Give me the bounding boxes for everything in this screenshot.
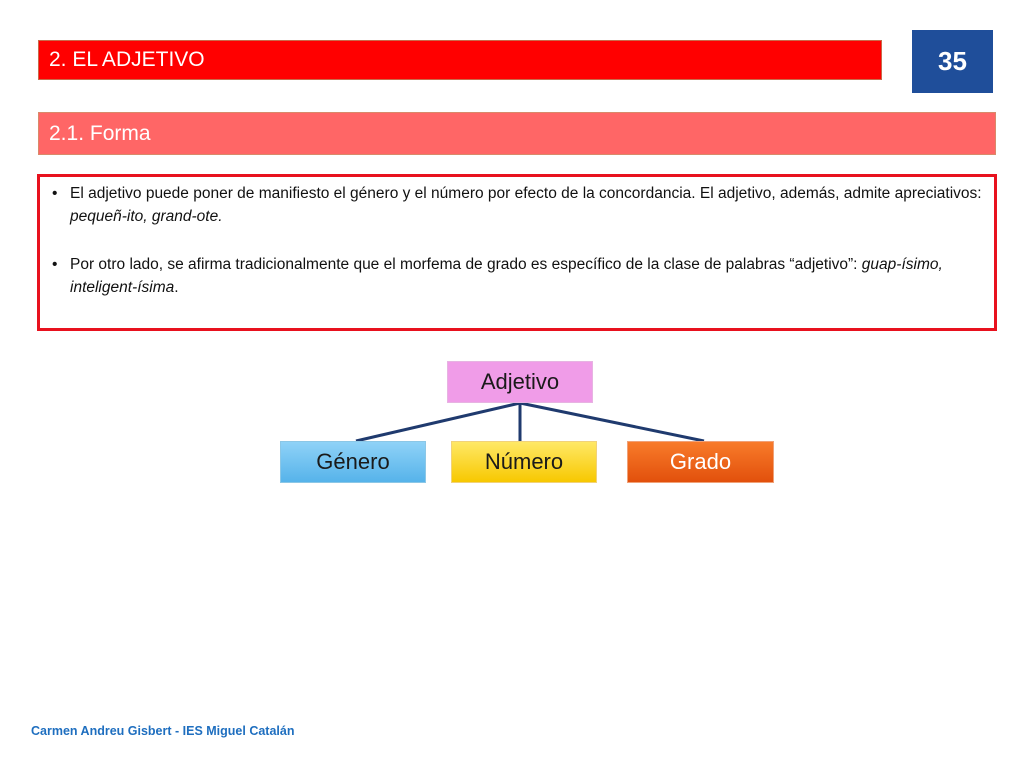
bullet-dot-icon: • [52,185,58,202]
bullet-item [50,253,982,299]
diagram-node-label: Género [316,449,390,474]
section-title-bar [38,112,996,155]
bullet-examples: guap-ísimo, inteligent-ísima [70,256,943,296]
section-title: 2.1. Forma [49,122,151,145]
footer-credit [31,724,294,738]
connector-line-genero [356,403,520,441]
diagram-node-label: Adjetivo [480,369,560,394]
bullet-examples: pequeñ-ito, grand-ote. [70,208,223,225]
page-number-badge [912,30,993,93]
footer-text: Carmen Andreu Gisbert - IES Miguel Catalán [31,724,295,738]
slide-title: 2. EL ADJETIVO [49,48,205,71]
diagram-node-label: Número [484,449,564,474]
bullet-text: Por otro lado, se afirma tradicionalmente que el morfema de grado es específico de la clase de palabras “adjetivo”: [70,256,862,273]
diagram-node-adjetivo [447,361,593,403]
diagram-node-label: Grado [669,449,732,474]
diagram-node-numero [451,441,597,483]
bullet-item [50,182,982,228]
connector-line-grado [520,403,704,441]
page-number: 35 [938,46,967,76]
bullet-text-end: . [174,279,179,296]
slide-title-bar [38,40,882,80]
bullet-text: El adjetivo puede poner de manifiesto el género y el número por efecto de la concordancia. El adjetivo, además, admite apreciativos: [70,185,982,202]
diagram-node-grado [627,441,774,483]
content-box [37,174,997,331]
diagram-node-genero [280,441,426,483]
bullet-dot-icon: • [52,256,58,273]
